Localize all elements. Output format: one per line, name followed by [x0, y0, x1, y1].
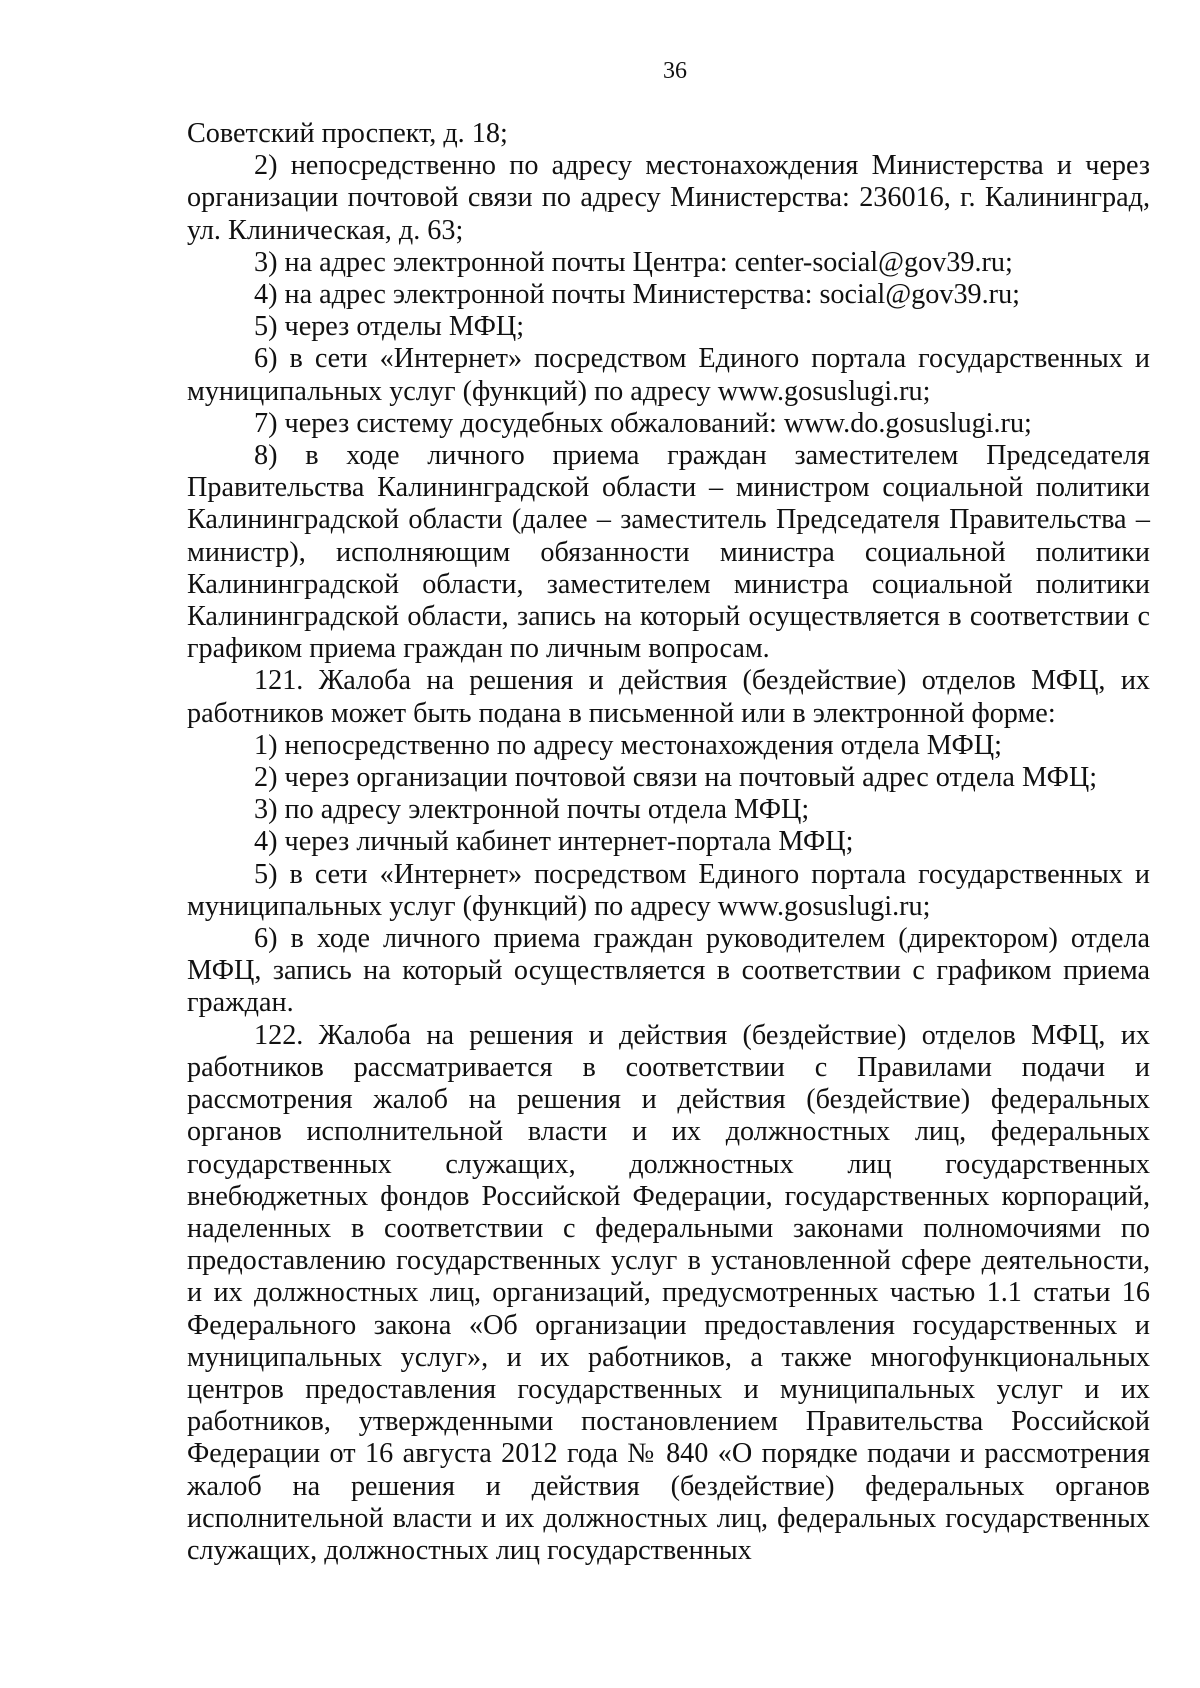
paragraph-121-item-5: 5) в сети «Интернет» посредством Единого портала государственных и муниципальных услуг (функций) по адресу www.gosuslugi.ru;	[187, 858, 1150, 922]
paragraph-122: 122. Жалоба на решения и действия (бездействие) отделов МФЦ, их работников рассматривается в соответствии с Правилами подачи и рассмотрения жалоб на решения и действия (бездействие) федеральных органов исполнительной власти и их должностных лиц, федеральных государственных служащих, должностных лиц государственных внебюджетных фондов Российской Федерации, государственных корпораций, наделенных в соответствии с федеральными законами полномочиями по предоставлению государственных услуг в установленной сфере деятельности, и их должностных лиц, организаций, предусмотренных частью 1.1 статьи 16 Федерального закона «Об организации предоставления государственных и муниципальных услуг», и их работников, а также многофункциональных центров предоставления государственных и муниципальных услуг и их работников, утвержденными постановлением Правительства Российской Федерации от 16 августа 2012 года № 840 «О порядке подачи и рассмотрения жалоб на решения и действия (бездействие) федеральных органов исполнительной власти и их должностных лиц, федеральных государственных служащих, должностных лиц государственных	[187, 1019, 1150, 1566]
paragraph-item-6-portal: 6) в сети «Интернет» посредством Единого портала государственных и муниципальных услуг (функций) по адресу www.gosuslugi.ru;	[187, 343, 1150, 407]
paragraph-121-item-2: 2) через организации почтовой связи на почтовый адрес отдела МФЦ;	[254, 762, 1098, 794]
paragraph-121-item-6: 6) в ходе личного приема граждан руководителем (директором) отдела МФЦ, запись на который осуществляется в соответствии с графиком приема граждан.	[187, 923, 1150, 1019]
paragraph-121-item-4: 4) через личный кабинет интернет-портала МФЦ;	[254, 826, 854, 858]
paragraph-item-4-ministry-email: 4) на адрес электронной почты Министерства: social@gov39.ru;	[254, 279, 1020, 311]
paragraph-item-5-mfc: 5) через отделы МФЦ;	[254, 311, 525, 343]
paragraph-121: 121. Жалоба на решения и действия (бездействие) отделов МФЦ, их работников может быть подана в письменной или в электронной форме:	[187, 665, 1150, 729]
paragraph-item-8-personal-reception: 8) в ходе личного приема граждан заместителем Председателя Правительства Калининградской области – министром социальной политики Калининградской области (далее – заместитель Председателя Правительства – министр), исполняющим обязанности министра социальной политики Калининградской области, заместителем министра социальной политики Калининградской области, запись на который осуществляется в соответствии с графиком приема граждан по личным вопросам.	[187, 440, 1150, 665]
page-number: 36	[663, 58, 687, 84]
paragraph-item-7-pretrial: 7) через систему досудебных обжалований: www.do.gosuslugi.ru;	[254, 407, 1032, 439]
paragraph-item-2-ministry: 2) непосредственно по адресу местонахождения Министерства и через организации почтовой связи по адресу Министерства: 236016, г. Калининград, ул. Клиническая, д. 63;	[187, 150, 1150, 246]
paragraph-121-item-1: 1) непосредственно по адресу местонахождения отдела МФЦ;	[254, 729, 1002, 761]
paragraph-item-3-center-email: 3) на адрес электронной почты Центра: center-social@gov39.ru;	[254, 246, 1013, 278]
paragraph-address-continuation: Советский проспект, д. 18;	[187, 118, 508, 149]
document-body	[187, 118, 1150, 1567]
paragraph-121-item-3: 3) по адресу электронной почты отдела МФЦ;	[254, 794, 810, 826]
